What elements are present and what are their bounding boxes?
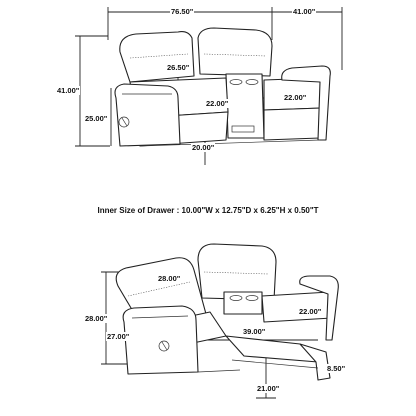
bottom-arm-height-label: 27.00" bbox=[107, 332, 130, 341]
top-arm-height-label: 25.00" bbox=[85, 114, 108, 123]
top-seat-depth-right-label: 22.00" bbox=[284, 93, 307, 102]
bottom-footrest-height-label: 8.50" bbox=[327, 364, 346, 373]
bottom-back-width-label: 28.00" bbox=[158, 274, 181, 283]
top-loveseat-outline bbox=[115, 28, 330, 146]
drawer-size-caption: Inner Size of Drawer : 10.00"W x 12.75"D x 6.25"H x 0.50"T bbox=[97, 206, 319, 215]
bottom-seat-depth-label: 22.00" bbox=[299, 307, 322, 316]
top-seat-height-label: 20.00" bbox=[192, 143, 215, 152]
top-width-label: 76.50" bbox=[171, 7, 194, 16]
top-back-height-label: 26.50" bbox=[167, 63, 190, 72]
bottom-seat-height-label: 21.00" bbox=[257, 384, 280, 393]
top-height-label: 41.00" bbox=[57, 86, 80, 95]
top-seat-depth-left-label: 22.00" bbox=[206, 99, 229, 108]
top-depth-label: 41.00" bbox=[293, 7, 316, 16]
bottom-height-label: 28.00" bbox=[85, 314, 108, 323]
bottom-reclined-depth-label: 39.00" bbox=[243, 327, 266, 336]
